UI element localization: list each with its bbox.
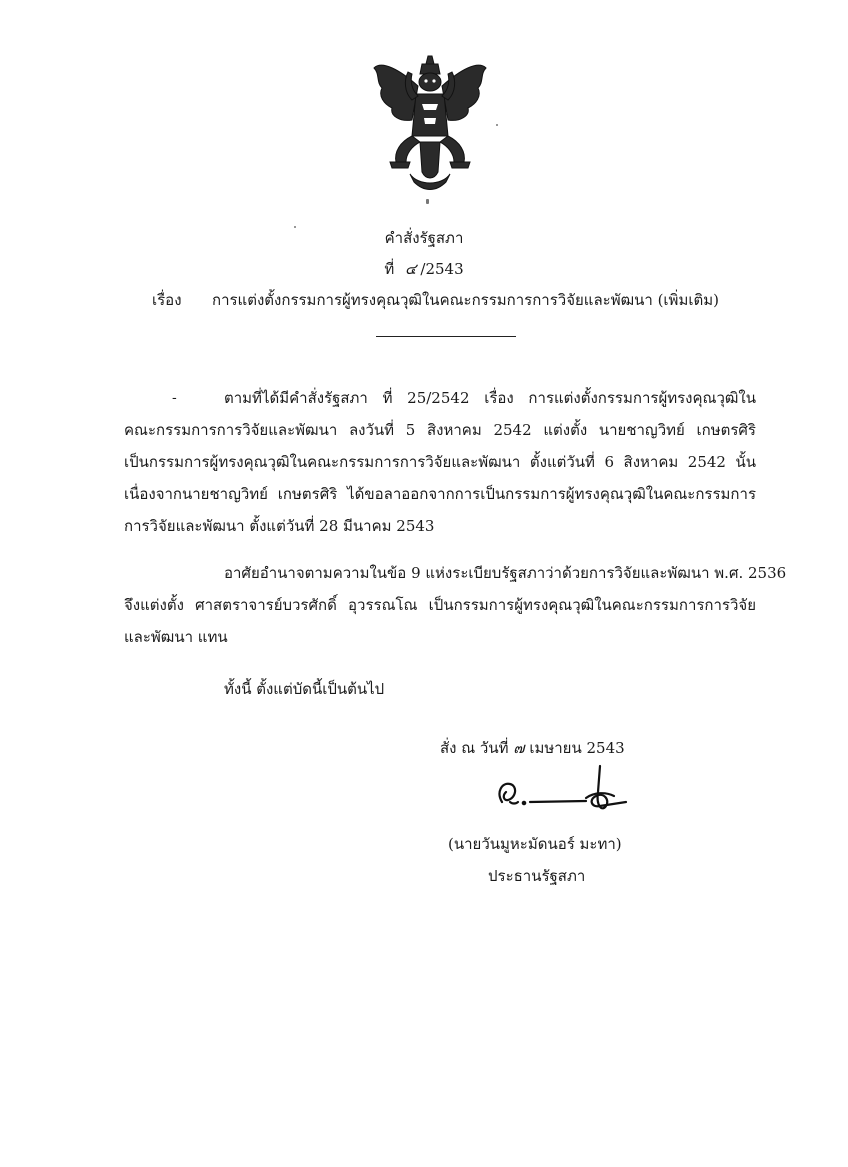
paragraph-line: และพัฒนา แทน [124,628,228,646]
paragraph-line: จึงแต่งตั้ง ศาสตราจารย์บวรศักดิ์ อุวรรณโณ เป็นกรรมการผู้ทรงคุณวุฒิในคณะกรรมการการวิจัย [124,596,756,614]
paragraph-line: การวิจัยและพัฒนา ตั้งแต่วันที่ 28 มีนาคม 2543 [124,517,435,535]
paragraph-line: เป็นกรรมการผู้ทรงคุณวุฒิในคณะกรรมการการวิจัยและพัฒนา ตั้งแต่วันที่ 6 สิงหาคม 2542 นั้น [124,453,756,471]
date-prefix: สั่ง ณ วันที่ [440,739,509,757]
document-subject [152,290,772,310]
subject-text: การแต่งตั้งกรรมการผู้ทรงคุณวุฒิในคณะกรรมการการวิจัยและพัฒนา (เพิ่มเติม) [212,291,719,309]
order-date [440,738,625,758]
signature-icon [488,762,648,822]
paragraph-line: เนื่องจากนายชาญวิทย์ เกษตรศิริ ได้ขอลาออกจากการเป็นกรรมการผู้ทรงคุณวุฒิในคณะกรรมการ [124,485,756,503]
paragraph-3 [224,673,624,705]
paragraph-line: อาศัยอำนาจตามความในข้อ 9 แห่งระเบียบรัฐสภาว่าด้วยการวิจัยและพัฒนา พ.ศ. 2536 [224,564,787,582]
paragraph-2 [124,557,787,653]
date-rest: เมษายน 2543 [529,739,625,757]
scan-speck [294,226,296,228]
number-suffix: /2543 [420,260,464,278]
subject-label: เรื่อง [152,291,182,309]
date-day: ๗ [513,739,525,757]
signer-name: (นายวันมูหะมัดนอร์ มะทา) [448,835,622,853]
paragraph-line: ตามที่ได้มีคำสั่งรัฐสภา ที่ 25/2542 เรื่อง การแต่งตั้งกรรมการผู้ทรงคุณวุฒิใน [224,389,756,407]
garuda-emblem-icon [360,50,500,200]
signer-position: ประธานรัฐสภา [488,867,586,885]
number-value: ๔ [405,260,417,278]
paragraph-line: คณะกรรมการการวิจัยและพัฒนา ลงวันที่ 5 สิงหาคม 2542 แต่งตั้ง นายชาญวิทย์ เกษตรศิริ [124,421,756,439]
paragraph-1 [124,382,756,542]
margin-dash: - [172,390,177,406]
document-number [0,259,848,279]
scan-speck [426,199,429,204]
divider-line [376,336,516,337]
paragraph-line: ทั้งนี้ ตั้งแต่บัดนี้เป็นต้นไป [224,680,385,698]
scan-speck [496,124,498,126]
document-title: คำสั่งรัฐสภา [384,229,464,247]
number-prefix: ที่ [384,260,395,278]
